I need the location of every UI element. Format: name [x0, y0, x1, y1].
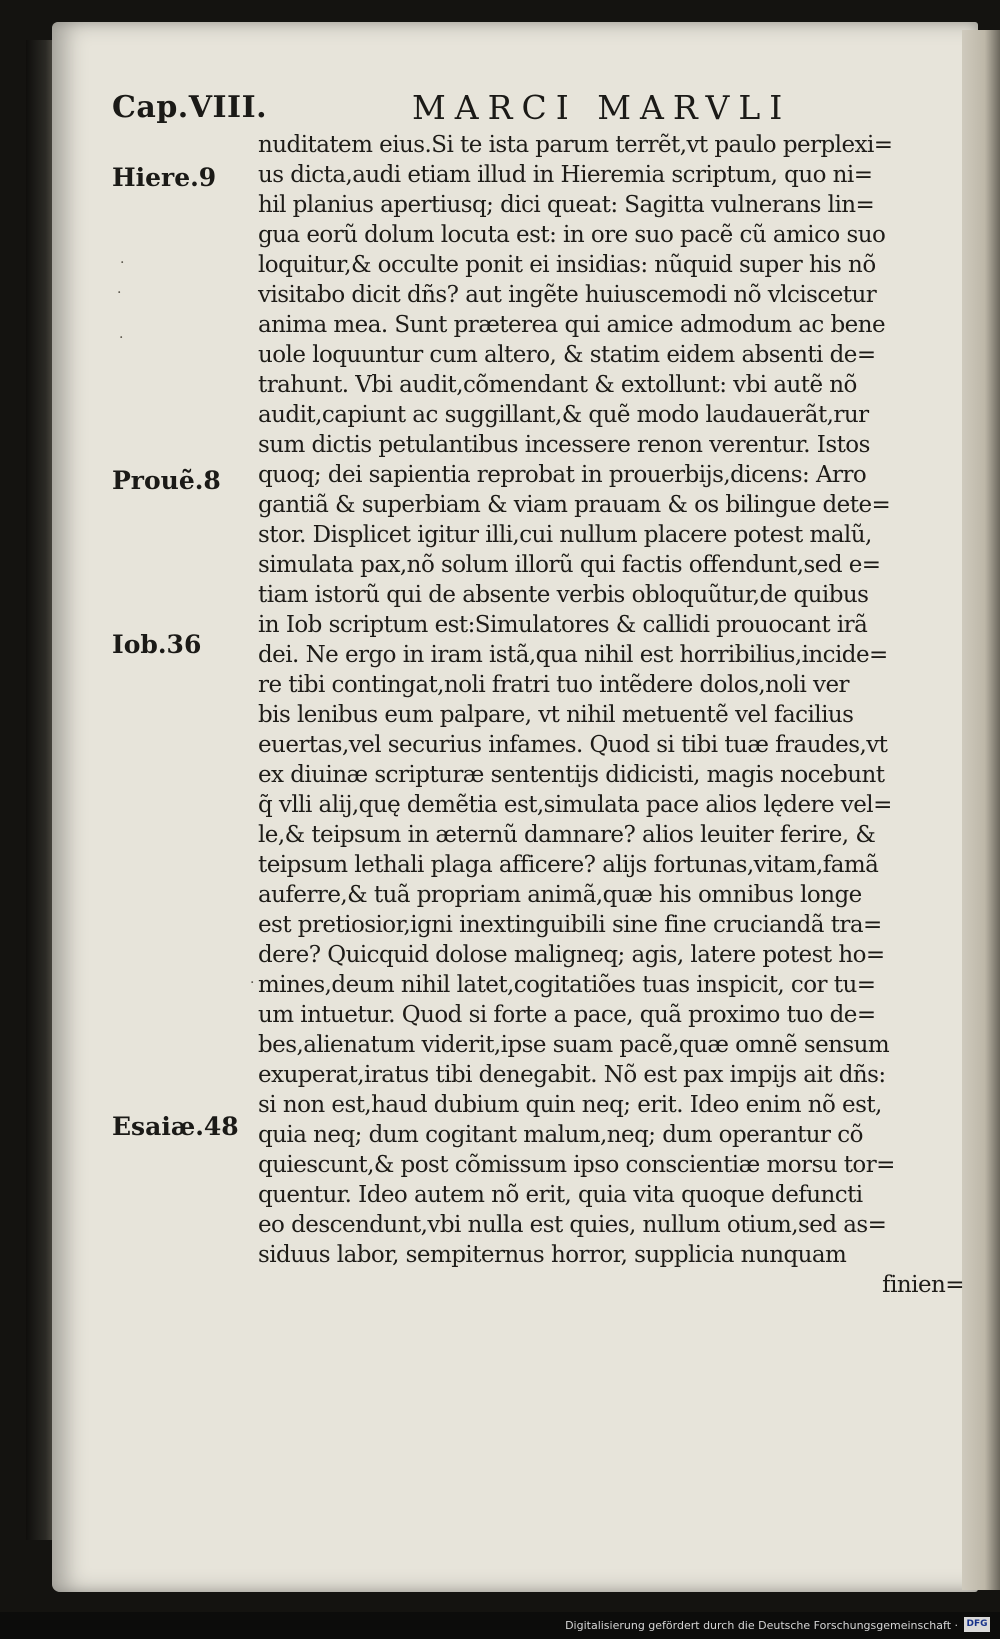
- text-line: si non est,haud dubium quin neq; erit. Ideo enim nõ est,: [258, 1092, 882, 1118]
- margin-note: Iob.36: [112, 630, 202, 659]
- text-line: eo descendunt,vbi nulla est quies, nullum otium,sed as=: [258, 1212, 887, 1238]
- ink-speck: ·: [119, 330, 124, 346]
- text-line: um intuetur. Quod si forte a pace, quã proximo tuo de=: [258, 1002, 876, 1028]
- text-line: us dicta,audi etiam illud in Hieremia scriptum, quo ni=: [258, 162, 873, 188]
- text-line: tiam istorũ qui de absente verbis obloquũtur,de quibus: [258, 582, 869, 608]
- ink-speck: ·: [120, 255, 125, 271]
- text-line: siduus labor, sempiternus horror, supplicia nunquam: [258, 1242, 847, 1268]
- text-line: dere? Quicquid dolose maligneq; agis, latere potest ho=: [258, 942, 885, 968]
- book-gutter: [26, 40, 54, 1540]
- text-line: visitabo dicit dñs? aut ingẽte huiuscemodi nõ vlciscetur: [258, 282, 877, 308]
- text-line: est pretiosior,igni inextinguibili sine fine cruciandã tra=: [258, 912, 882, 938]
- ink-speck: ·: [117, 285, 122, 301]
- margin-note: Hiere.9: [112, 163, 217, 192]
- text-line: quia neq; dum cogitant malum,neq; dum operantur cõ: [258, 1122, 863, 1148]
- text-line: auferre,& tuã propriam animã,quæ his omnibus longe: [258, 882, 862, 908]
- text-line: euertas,vel securius infames. Quod si tibi tuæ fraudes,vt: [258, 732, 888, 758]
- running-title: MARCI MARVLI: [412, 88, 792, 127]
- dfg-logo: DFG: [964, 1617, 990, 1632]
- body-text: [258, 130, 970, 1300]
- text-line: simulata pax,nõ solum illorũ qui factis offendunt,sed e=: [258, 552, 881, 578]
- ink-speck: ·: [250, 975, 255, 991]
- text-line: bis lenibus eum palpare, vt nihil metuentẽ vel facilius: [258, 702, 854, 728]
- text-line: mines,deum nihil latet,cogitatiões tuas inspicit, cor tu=: [258, 972, 876, 998]
- text-line: hil planius apertiusq; dici queat: Sagitta vulnerans lin=: [258, 192, 875, 218]
- text-line: le,& teipsum in æternũ damnare? alios leuiter ferire, &: [258, 822, 876, 848]
- margin-note: Esaiæ.48: [112, 1112, 239, 1141]
- text-line: gua eorũ dolum locuta est: in ore suo pacẽ cũ amico suo: [258, 222, 886, 248]
- text-line: trahunt. Vbi audit,cõmendant & extollunt: vbi autẽ nõ: [258, 372, 857, 398]
- text-line: dei. Ne ergo in iram istã,qua nihil est horribilius,incide=: [258, 642, 888, 668]
- text-line: anima mea. Sunt præterea qui amice admodum ac bene: [258, 312, 886, 338]
- text-line: loquitur,& occulte ponit ei insidias: nũquid super his nõ: [258, 252, 876, 278]
- text-line: teipsum lethali plaga afficere? alijs fortunas,vitam,famã: [258, 852, 879, 878]
- text-line: sum dictis petulantibus incessere renon verentur. Istos: [258, 432, 870, 458]
- text-line: exuperat,iratus tibi denegabit. Nõ est pax impijs ait dñs:: [258, 1062, 886, 1088]
- text-line: bes,alienatum viderit,ipse suam pacẽ,quæ omnẽ sensum: [258, 1032, 890, 1058]
- text-line: audit,capiunt ac suggillant,& quẽ modo laudauerãt,rur: [258, 402, 869, 428]
- chapter-heading: Cap.VIII.: [112, 90, 268, 125]
- text-line: quiescunt,& post cõmissum ipso conscientiæ morsu tor=: [258, 1152, 895, 1178]
- text-line: uole loquuntur cum altero, & statim eidem absenti de=: [258, 342, 876, 368]
- funding-credit: Digitalisierung gefördert durch die Deutsche Forschungsgemeinschaft ·: [565, 1619, 958, 1632]
- text-line: quoq; dei sapientia reprobat in prouerbijs,dicens: Arro: [258, 462, 867, 488]
- text-line: q̃ vlli alij,quę demẽtia est,simulata pace alios lędere vel=: [258, 792, 892, 818]
- catchword: finien=: [882, 1272, 964, 1298]
- text-line: ex diuinæ scripturæ sententijs didicisti, magis nocebunt: [258, 762, 885, 788]
- text-line: quentur. Ideo autem nõ erit, quia vita quoque defuncti: [258, 1182, 863, 1208]
- text-line: in Iob scriptum est:Simulatores & callidi prouocant irã: [258, 612, 868, 638]
- text-line: re tibi contingat,noli fratri tuo intẽdere dolos,noli ver: [258, 672, 849, 698]
- text-line: gantiã & superbiam & viam prauam & os bilingue dete=: [258, 492, 891, 518]
- text-line: stor. Displicet igitur illi,cui nullum placere potest malũ,: [258, 522, 872, 548]
- text-line: nuditatem eius.Si te ista parum terrẽt,vt paulo perplexi=: [258, 132, 893, 158]
- margin-note: Prouẽ.8: [112, 466, 221, 495]
